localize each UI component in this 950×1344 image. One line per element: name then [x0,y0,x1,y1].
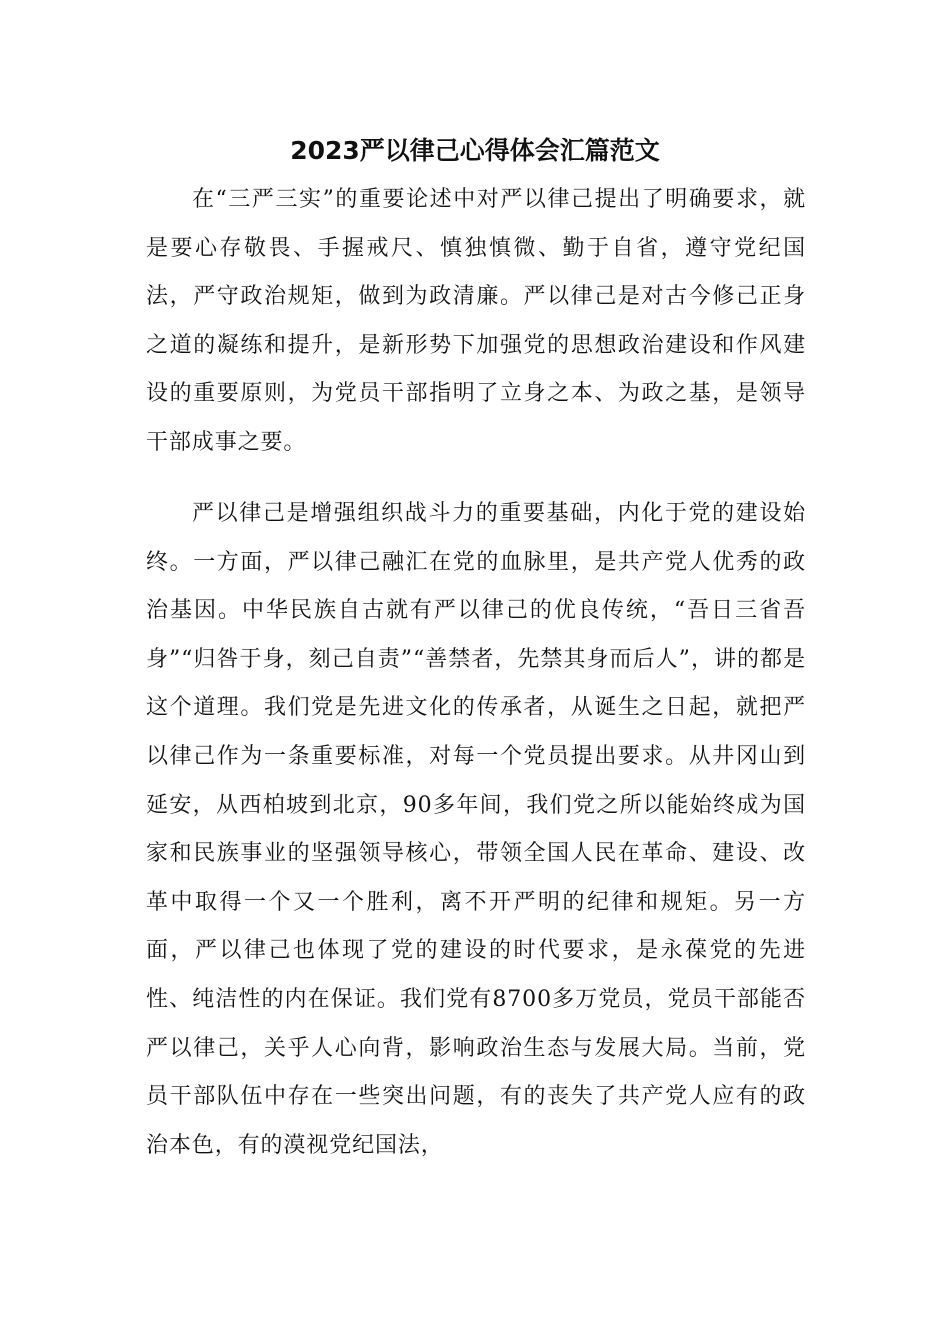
body-paragraph: 在“三严三实”的重要论述中对严以律己提出了明确要求，就是要心存敬畏、手握戒尺、慎独慎微、勤于自省，遵守党纪国法，严守政治规矩，做到为政清廉。严以律己是对古今修己正身之道的凝练和提升，是新形势下加强党的思想政治建设和作风建设的重要原则，为党员干部指明了立身之本、为政之基，是领导干部成事之要。 [146,187,806,455]
body-paragraph: 严以律己是增强组织战斗力的重要基础，内化于党的建设始终。一方面，严以律己融汇在党的血脉里，是共产党人优秀的政治基因。中华民族自古就有严以律己的优良传统，“吾日三省吾身”“归咎于身，刻己自责”“善禁者，先禁其身而后人”，讲的都是这个道理。我们党是先进文化的传承者，从诞生之日起，就把严以律己作为一条重要标准，对每一个党员提出要求。从井冈山到延安，从西柏坡到北京，90多年间，我们党之所以能始终成为国家和民族事业的坚强领导核心，带领全国人民在革命、建设、改革中取得一个又一个胜利，离不开严明的纪律和规矩。另一方面，严以律己也体现了党的建设的时代要求，是永葆党的先进性、纯洁性的内在保证。我们党有8700多万党员，党员干部能否严以律己，关乎人心向背，影响政治生态与发展大局。当前，党员干部队伍中存在一些突出问题，有的丧失了共产党人应有的政治本色，有的漠视党纪国法， [146,501,806,1158]
document-title: 2023严以律己心得体会汇篇范文 [290,136,660,165]
